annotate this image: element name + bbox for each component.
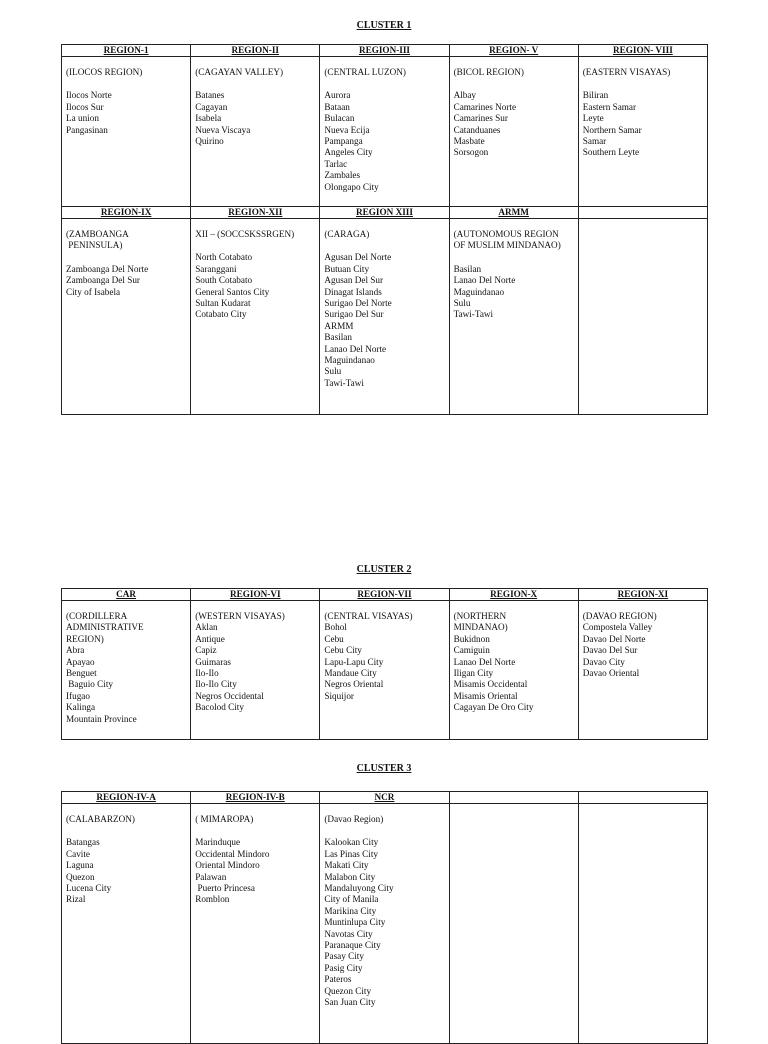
list-item: Tawi-Tawi [324, 377, 364, 388]
region-header: REGION-XII [191, 207, 320, 219]
region-subtitle: (EASTERN VISAYAS) [582, 67, 671, 77]
region-cell [191, 57, 320, 207]
region-subtitle: (BICOL REGION) [453, 67, 524, 77]
list-item: North Cotabato [195, 252, 253, 263]
region-item-list [324, 252, 448, 389]
region-header [578, 792, 707, 804]
region-item-list [454, 264, 578, 321]
list-item: Marikina City [324, 905, 377, 916]
region-cell [578, 57, 707, 207]
region-header: REGION-VI [191, 589, 320, 601]
cluster-2-table [61, 588, 708, 740]
region-subtitle: (AUTONOMOUS REGION OF MUSLIM MINDANAO) [453, 229, 561, 251]
list-item: ARMM [324, 320, 354, 331]
list-item: Aklan [195, 622, 218, 633]
list-item: Batangas [66, 837, 100, 848]
region-header: REGION-X [449, 589, 578, 601]
list-item: Butuan City [324, 263, 370, 274]
body-row [62, 601, 708, 740]
region-item-list [66, 645, 190, 725]
list-item: Kalookan City [324, 837, 379, 848]
list-item: Biliran [582, 90, 609, 101]
list-item: Pasig City [324, 962, 363, 973]
list-item: Siquijor [324, 690, 354, 701]
region-item-list [324, 622, 448, 702]
list-item: Cagayan De Oro City [453, 702, 534, 713]
list-item: Masbate [453, 136, 485, 147]
region-header: REGION- V [449, 45, 578, 57]
list-item: Surigao Del Sur [324, 309, 384, 320]
region-subtitle: XII – (SOCCSKSSRGEN) [195, 229, 295, 239]
list-item: Tawi-Tawi [453, 309, 494, 320]
list-item: Agusan Del Sur [324, 275, 384, 286]
region-header: NCR [320, 792, 449, 804]
cluster-2-title: CLUSTER 2 [356, 564, 412, 575]
region-subtitle: (WESTERN VISAYAS) [195, 611, 285, 621]
list-item: Maguindanao [453, 286, 505, 297]
region-header: REGION-IV-B [191, 792, 320, 804]
region-header: REGION-VII [320, 589, 449, 601]
list-item: Marinduque [195, 837, 241, 848]
list-item: Pampanga [324, 136, 363, 147]
list-item: Benguet [66, 668, 97, 679]
cluster-3-title: CLUSTER 3 [356, 763, 412, 774]
list-item: La union [66, 113, 99, 124]
list-item: Antique [195, 633, 225, 644]
header-row [62, 792, 708, 804]
list-item: Romblon [195, 894, 230, 905]
region-cell [62, 219, 191, 415]
list-item: Iligan City [453, 668, 494, 679]
region-item-list [454, 634, 578, 714]
list-item: Apayao [66, 656, 95, 667]
region-cell [191, 219, 320, 415]
region-subtitle: (CARAGA) [324, 229, 370, 239]
region-subtitle: (CENTRAL LUZON) [324, 67, 406, 77]
header-row [62, 207, 708, 219]
list-item: Laguna [66, 860, 94, 871]
list-item: Cebu [324, 633, 344, 644]
list-item: City of Isabela [66, 286, 121, 297]
list-item: Pateros [324, 974, 352, 985]
list-item: San Juan City [324, 997, 376, 1008]
list-item: Camarines Sur [453, 113, 508, 124]
list-item: Baguio City [66, 679, 113, 690]
list-item: Navotas City [324, 928, 373, 939]
region-cell [449, 57, 578, 207]
region-cell [320, 57, 449, 207]
body-row [62, 57, 708, 207]
list-item: Davao Del Norte [582, 633, 646, 644]
list-item: Quezon [66, 871, 95, 882]
region-subtitle: (CALABARZON) [66, 814, 135, 824]
list-item: Cagayan [195, 101, 228, 112]
list-item: Zamboanga Del Sur [66, 275, 140, 286]
region-item-list [583, 622, 707, 679]
region-item-list [195, 622, 319, 713]
region-header: REGION- VIII [578, 45, 707, 57]
region-item-list [66, 90, 190, 136]
list-item: Palawan [195, 871, 227, 882]
list-item: Ilocos Sur [66, 101, 104, 112]
region-cell [62, 601, 191, 740]
list-item: Cotabato City [195, 309, 247, 320]
list-item: Abra [66, 645, 85, 656]
region-header: REGION XIII [320, 207, 449, 219]
list-item: Samar [582, 136, 607, 147]
list-item: Negros Occidental [195, 690, 264, 701]
list-item: Bacolod City [195, 702, 244, 713]
list-item: Puerto Princesa [195, 883, 255, 894]
region-subtitle: (Davao Region) [324, 814, 384, 824]
region-cell [62, 57, 191, 207]
region-cell [320, 804, 449, 1044]
list-item: Quirino [195, 136, 224, 147]
region-header [578, 207, 707, 219]
body-row [62, 219, 708, 415]
list-item: Ifugao [66, 690, 90, 701]
region-cell [191, 804, 320, 1044]
list-item: Compostela Valley [582, 622, 653, 633]
list-item: Zamboanga Del Norte [66, 263, 149, 274]
list-item: Mandaue City [324, 668, 377, 679]
list-item: Bataan [324, 101, 350, 112]
list-item: Cavite [66, 848, 90, 859]
list-item: Tarlac [324, 158, 348, 169]
region-header: ARMM [449, 207, 578, 219]
region-item-list [454, 90, 578, 158]
list-item: Nueva Viscaya [195, 124, 251, 135]
list-item: Pasay City [324, 951, 364, 962]
list-item: Misamis Oriental [453, 690, 518, 701]
region-header: REGION-III [320, 45, 449, 57]
cluster-1-title: CLUSTER 1 [356, 20, 412, 31]
list-item: Capiz [195, 645, 217, 656]
list-item: Albay [453, 90, 477, 101]
list-item: Camarines Norte [453, 101, 517, 112]
list-item: Davao Oriental [582, 668, 640, 679]
list-item: Camiguin [453, 645, 490, 656]
body-row [62, 804, 708, 1044]
region-subtitle: (DAVAO REGION) [582, 611, 657, 621]
region-header: REGION-XI [578, 589, 707, 601]
list-item: Davao City [582, 656, 625, 667]
list-item: Maguindanao [324, 355, 375, 366]
list-item: Quezon City [324, 985, 372, 996]
list-item: Southern Leyte [582, 147, 640, 158]
region-cell [449, 804, 578, 1044]
list-item: Lanao Del Norte [453, 275, 516, 286]
list-item: Bulacan [324, 113, 355, 124]
region-subtitle: (CAGAYAN VALLEY) [195, 67, 284, 77]
region-cell [320, 601, 449, 740]
list-item: Lapu-Lapu City [324, 656, 384, 667]
list-item: Ilo-Ilo [195, 668, 219, 679]
list-item: City of Manila [324, 894, 379, 905]
list-item: Oriental Mindoro [195, 860, 260, 871]
header-row [62, 589, 708, 601]
region-header [449, 792, 578, 804]
list-item: Sulu [453, 298, 471, 309]
list-item: Basilan [453, 263, 482, 274]
list-item: Ilocos Norte [66, 90, 112, 101]
region-subtitle: (CORDILLERA ADMINISTRATIVE REGION) [66, 611, 144, 644]
list-item: Lanao Del Norte [453, 656, 516, 667]
region-cell [191, 601, 320, 740]
list-item: Guimaras [195, 656, 231, 667]
list-item: Mandaluyong City [324, 883, 394, 894]
list-item: Bohol [324, 622, 347, 633]
region-cell [449, 601, 578, 740]
list-item: Ilo-Ilo City [195, 679, 237, 690]
region-cell [578, 804, 707, 1044]
list-item: Lanao Del Norte [324, 343, 387, 354]
list-item: Saranggani [195, 263, 237, 274]
list-item: Mountain Province [66, 713, 137, 724]
list-item: Rizal [66, 894, 86, 905]
region-item-list [195, 837, 319, 905]
region-item-list [324, 837, 448, 1008]
list-item: Sultan Kudarat [195, 298, 251, 309]
list-item: Agusan Del Norte [324, 252, 392, 263]
region-item-list [324, 90, 448, 193]
list-item: Muntinlupa City [324, 917, 386, 928]
list-item: Davao Del Sur [582, 645, 638, 656]
list-item: Sorsogon [453, 147, 489, 158]
list-item: Las Pinas City [324, 848, 378, 859]
list-item: Sulu [324, 366, 342, 377]
list-item: Kalinga [66, 702, 96, 713]
list-item: Bukidnon [453, 633, 490, 644]
list-item: Misamis Occidental [453, 679, 528, 690]
list-item: Makati City [324, 860, 369, 871]
region-item-list [195, 252, 319, 320]
list-item: Paranaque City [324, 940, 381, 951]
region-item-list [66, 837, 190, 905]
region-subtitle: (ILOCOS REGION) [66, 67, 143, 77]
list-item: Eastern Samar [582, 101, 637, 112]
header-row [62, 45, 708, 57]
region-header: REGION-IV-A [62, 792, 191, 804]
region-cell [320, 219, 449, 415]
list-item: Surigao Del Norte [324, 298, 392, 309]
region-subtitle: (NORTHERN MINDANAO) [453, 611, 508, 633]
list-item: Basilan [324, 332, 352, 343]
list-item: Lucena City [66, 883, 112, 894]
list-item: Aurora [324, 90, 351, 101]
list-item: Leyte [582, 113, 604, 124]
region-subtitle: ( MIMAROPA) [195, 814, 254, 824]
list-item: Dinagat Islands [324, 286, 382, 297]
region-item-list [583, 90, 707, 158]
cluster-1-table [61, 44, 708, 415]
region-item-list [66, 264, 190, 298]
region-cell [578, 219, 707, 415]
region-cell [62, 804, 191, 1044]
list-item: Malabon City [324, 871, 376, 882]
list-item: Batanes [195, 90, 225, 101]
region-header: REGION-IX [62, 207, 191, 219]
region-cell [449, 219, 578, 415]
list-item: Nueva Ecija [324, 124, 370, 135]
list-item: Cebu City [324, 645, 362, 656]
region-header: REGION-1 [62, 45, 191, 57]
region-subtitle: (ZAMBOANGA PENINSULA) [66, 229, 129, 251]
list-item: Olongapo City [324, 181, 379, 192]
list-item: Occidental Mindoro [195, 848, 270, 859]
region-header: REGION-II [191, 45, 320, 57]
list-item: General Santos City [195, 286, 270, 297]
list-item: Isabela [195, 113, 222, 124]
list-item: Catanduanes [453, 124, 501, 135]
list-item: Zambales [324, 170, 361, 181]
list-item: Pangasinan [66, 124, 108, 135]
list-item: South Cotabato [195, 275, 253, 286]
region-item-list [195, 90, 319, 147]
region-header: CAR [62, 589, 191, 601]
list-item: Angeles City [324, 147, 373, 158]
region-subtitle: (CENTRAL VISAYAS) [324, 611, 413, 621]
cluster-3-table [61, 791, 708, 1044]
region-cell [578, 601, 707, 740]
list-item: Negros Oriental [324, 679, 384, 690]
list-item: Northern Samar [582, 124, 642, 135]
